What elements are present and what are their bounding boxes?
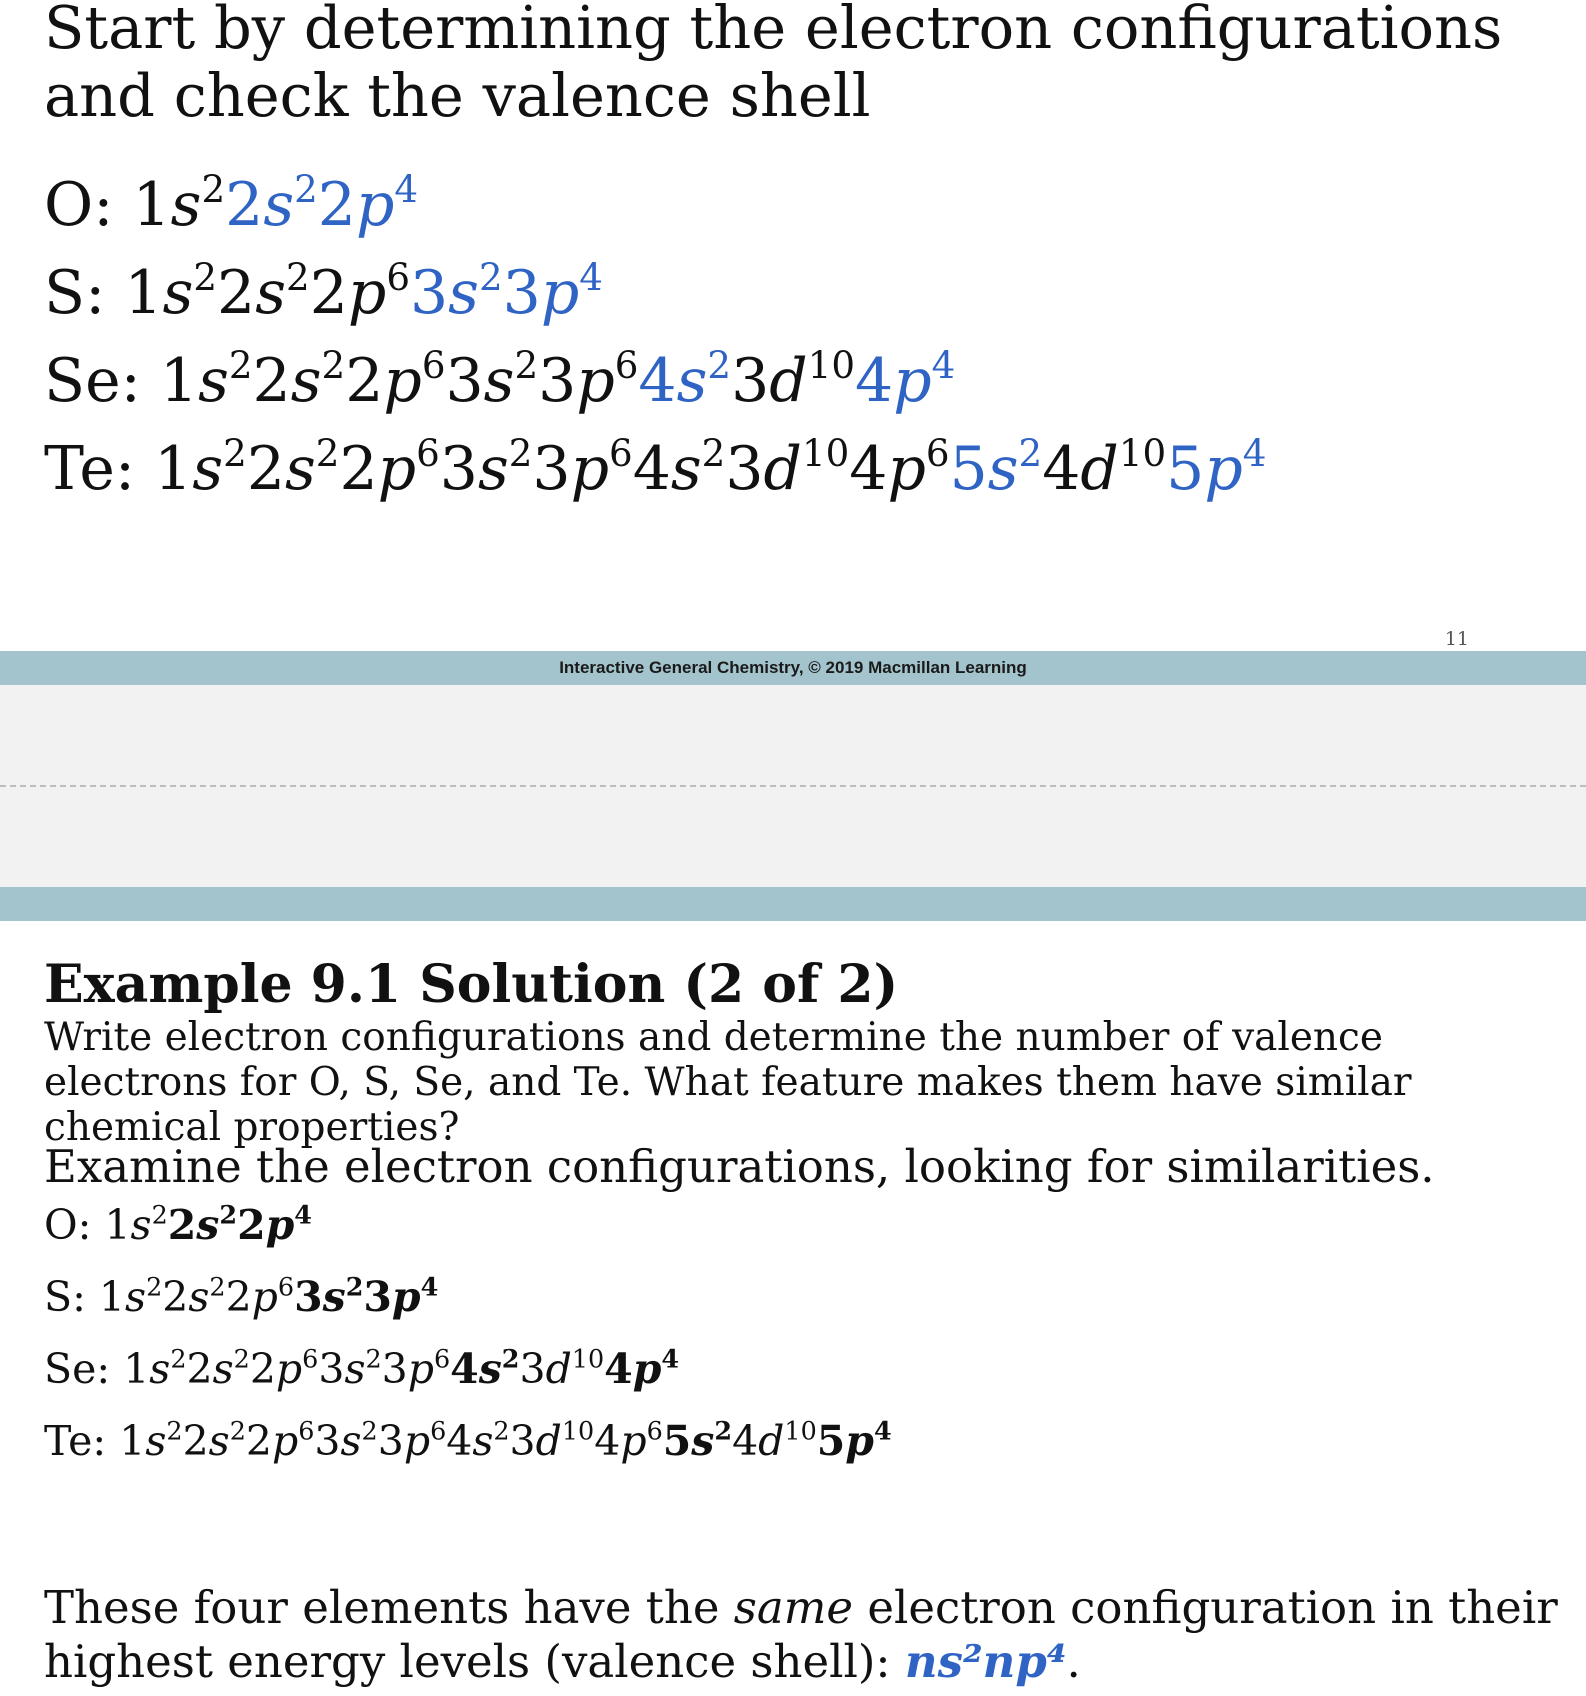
examine-statement: Examine the electron configurations, looking for similarities. bbox=[44, 1140, 1435, 1193]
valence-shell: $2s^22p^4$ bbox=[225, 166, 419, 240]
config-sulfur-bold: S: $1s^22s^22p^63s^23p^4$ bbox=[44, 1271, 439, 1321]
slide-top bbox=[0, 0, 1586, 652]
valence-shell: $4s^2$ bbox=[638, 342, 732, 416]
copyright-footer: Interactive General Chemistry, © 2019 Macmillan Learning bbox=[559, 658, 1027, 677]
example-question: Write electron configurations and determine the number of valence electrons for O, S, Se, and Te. What feature makes them have similar chemical properties? bbox=[44, 1015, 1412, 1150]
footer-band bbox=[0, 651, 1586, 685]
config-selenium bbox=[44, 342, 956, 416]
slide-heading: Start by determining the electron configurations and check the valence shell bbox=[44, 0, 1503, 130]
conclusion-period: . bbox=[1066, 1635, 1081, 1688]
inner-d: $3d^{10}$ bbox=[731, 342, 856, 416]
page-number: 11 bbox=[1444, 628, 1469, 650]
element-label: Te: $1s^22s^22p^63s^23p^64s^23d^{10}4p^6$ bbox=[44, 430, 950, 504]
valence-shell: $4p^4$ bbox=[855, 342, 956, 416]
element-label: Se: $1s^22s^22p^63s^23p^6$ bbox=[44, 342, 639, 416]
conclusion-text: These four elements have the bbox=[44, 1581, 734, 1634]
header-band bbox=[0, 887, 1586, 921]
config-tellurium-bold: Te: $1s^22s^22p^63s^23p^64s^23d^{10}4p^65s^24d^{10}5p^4$ bbox=[44, 1415, 892, 1465]
valence-shell: $5s^2$ bbox=[949, 430, 1043, 504]
config-sulfur bbox=[44, 254, 603, 328]
config-selenium-bold: Se: $1s^22s^22p^63s^23p^64s^23d^{10}4p^4$ bbox=[44, 1343, 680, 1393]
config-tellurium bbox=[44, 430, 1267, 504]
conclusion-text: electron configuration in their highest energy levels (valence shell): bbox=[44, 1581, 1558, 1688]
valence-formula: ns²np⁴ bbox=[904, 1635, 1067, 1688]
config-oxygen bbox=[44, 166, 419, 240]
inner-d: $4d^{10}$ bbox=[1042, 430, 1167, 504]
conclusion-statement bbox=[44, 1581, 1564, 1689]
element-label: O: $1s^2$ bbox=[44, 166, 226, 240]
page-break-divider bbox=[0, 785, 1586, 787]
valence-shell: $5p^4$ bbox=[1166, 430, 1267, 504]
conclusion-emphasis: same bbox=[733, 1581, 854, 1634]
example-heading: Example 9.1 Solution (2 of 2) bbox=[44, 954, 899, 1015]
element-label: S: $1s^22s^22p^6$ bbox=[44, 254, 410, 328]
slide-bottom bbox=[0, 921, 1586, 1696]
valence-shell: $3s^23p^4$ bbox=[409, 254, 603, 328]
config-oxygen-bold: O: $1s^22s^22p^4$ bbox=[44, 1199, 312, 1249]
